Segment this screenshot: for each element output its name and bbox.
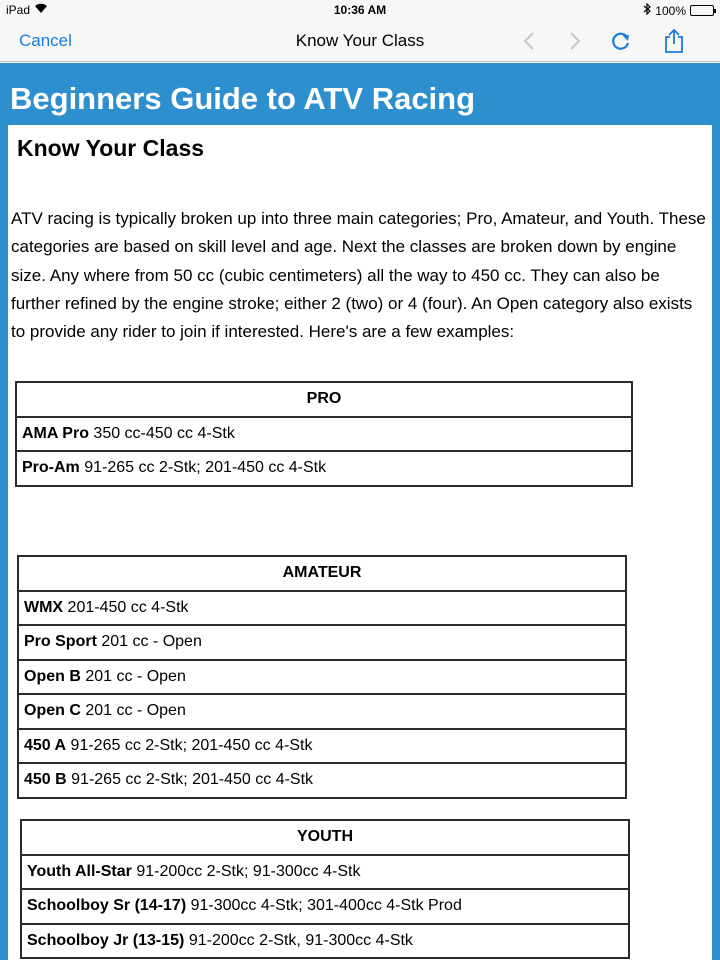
class-spec: 201 cc - Open (80, 667, 186, 685)
class-name: Pro-Am (22, 459, 80, 477)
pro-table (15, 381, 633, 487)
table-row (18, 591, 626, 626)
amateur-table (17, 555, 627, 799)
table-row (21, 855, 629, 890)
class-spec: 201 cc - Open (96, 633, 202, 651)
site-banner: Beginners Guide to ATV Racing (10, 81, 476, 116)
battery-percent: 100% (655, 3, 686, 18)
table-row (21, 924, 629, 959)
nav-title: Know Your Class (295, 31, 425, 50)
page-frame (0, 63, 720, 960)
table-row (16, 451, 632, 486)
table-row (18, 694, 626, 729)
class-name: 450 A (24, 736, 67, 754)
table-header: PRO (16, 382, 632, 417)
class-name: Open B (24, 667, 81, 685)
intro-paragraph: ATV racing is typically broken up into three main categories; Pro, Amateur, and Youth. These categories are based on skill level and age. Next the classes are broken down by engine size. Any where from 50 cc (cubic centimeters) all the way to 450 cc. They can also be further refined by the engine stroke; either 2 (two) or 4 (four). An Open category also exists to provide any rider to join if interested. Here's are a few examples: (11, 209, 706, 342)
class-spec: 91-265 cc 2-Stk; 201-450 cc 4-Stk (66, 736, 313, 754)
class-spec: 91-200cc 2-Stk; 91-300cc 4-Stk (131, 862, 361, 880)
class-name: Schoolboy Jr (13-15) (27, 931, 185, 949)
table-row (18, 729, 626, 764)
class-spec: 350 cc-450 cc 4-Stk (88, 424, 235, 442)
class-spec: 91-265 cc 2-Stk; 201-450 cc 4-Stk (66, 771, 314, 789)
article-content[interactable] (8, 125, 712, 960)
table-row (18, 625, 626, 660)
device-label: iPad (6, 3, 31, 17)
navigation-bar (0, 22, 720, 62)
refresh-icon[interactable] (607, 28, 635, 54)
class-name: 450 B (24, 771, 67, 789)
status-time: 10:36 AM (333, 3, 387, 17)
cancel-button[interactable]: Cancel (19, 31, 72, 50)
back-icon[interactable] (515, 28, 543, 54)
table-header: AMATEUR (18, 556, 626, 591)
status-bar (0, 0, 720, 22)
class-name: Open C (24, 702, 81, 720)
class-name: Schoolboy Sr (14-17) (27, 897, 187, 915)
class-name: AMA Pro (22, 424, 89, 442)
bluetooth-icon (643, 3, 651, 18)
table-row (18, 660, 626, 695)
class-spec: 201 cc - Open (80, 702, 186, 720)
class-name: Pro Sport (24, 633, 97, 651)
class-spec: 91-265 cc 2-Stk; 201-450 cc 4-Stk (79, 459, 327, 477)
share-icon[interactable] (660, 28, 688, 54)
class-spec: 201-450 cc 4-Stk (63, 598, 189, 616)
forward-icon[interactable] (561, 28, 589, 54)
table-row (18, 763, 626, 798)
table-row (16, 417, 632, 452)
class-spec: 91-200cc 2-Stk, 91-300cc 4-Stk (184, 931, 413, 949)
class-spec: 91-300cc 4-Stk; 301-400cc 4-Stk Prod (186, 897, 462, 915)
class-name: Youth All-Star (27, 862, 132, 880)
table-header: YOUTH (21, 820, 629, 855)
status-right (643, 3, 714, 18)
page-heading: Know Your Class (17, 135, 205, 161)
battery-icon (690, 5, 714, 16)
class-name: WMX (24, 598, 64, 616)
youth-table (20, 819, 630, 959)
table-row (21, 889, 629, 924)
